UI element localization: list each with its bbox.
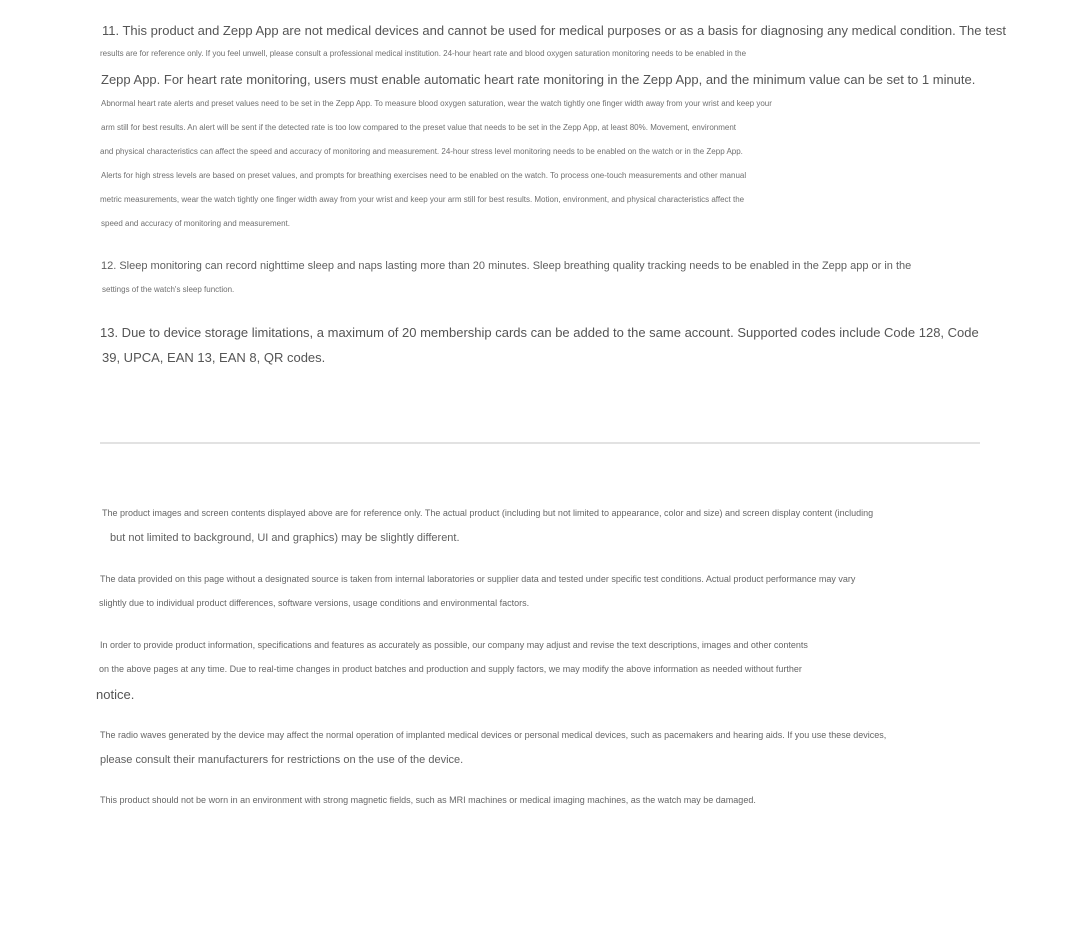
- section-divider: [100, 442, 980, 444]
- disclaimer-magnetic-fields-line-1: This product should not be worn in an environment with strong magnetic fields, such as MRI machines or medical imaging machines, as the watch may be damaged.: [100, 795, 756, 805]
- footnote-11-line-1: 11. This product and Zepp App are not medical devices and cannot be used for medical purposes or as a basis for diagnosing any medical condition. The test: [102, 23, 1007, 38]
- footnote-12-line-2: settings of the watch's sleep function.: [102, 285, 235, 294]
- footnote-12-line-1: 12. Sleep monitoring can record nighttime sleep and naps lasting more than 20 minutes. Sleep breathing quality tracking needs to be enabled in the Zepp app or in the: [101, 260, 912, 272]
- footnote-11-line-2: results are for reference only. If you feel unwell, please consult a professional medical institution. 24-hour heart rate and blood oxygen saturation monitoring needs to be enabled in the: [100, 49, 747, 58]
- disclaimer-images-line-1: The product images and screen contents displayed above are for reference only. The actual product (including but not limited to appearance, color and size) and screen display content (including: [102, 508, 874, 518]
- footnote-13-line-2: 39, UPCA, EAN 13, EAN 8, QR codes.: [102, 350, 326, 365]
- disclaimer-revisions-line-3: notice.: [96, 687, 135, 702]
- disclaimer-radio-waves-line-1: The radio waves generated by the device may affect the normal operation of implanted medical devices or personal medical devices, such as pacemakers and hearing aids. If you use these devices,: [100, 730, 887, 740]
- footnote-11-line-9: speed and accuracy of monitoring and measurement.: [101, 219, 290, 228]
- footnote-11-line-3: Zepp App. For heart rate monitoring, users must enable automatic heart rate monitoring in the Zepp App, and the minimum value can be set to 1 minute.: [101, 72, 976, 87]
- disclaimer-revisions-line-2: on the above pages at any time. Due to real-time changes in product batches and production and supply factors, we may modify the above information as needed without further: [99, 664, 802, 674]
- disclaimer-data-source-line-1: The data provided on this page without a designated source is taken from internal laboratories or supplier data and tested under specific test conditions. Actual product performance may vary: [100, 574, 856, 584]
- disclaimer-data-source-line-2: slightly due to individual product differences, software versions, usage conditions and environmental factors.: [99, 598, 530, 608]
- disclaimer-radio-waves-line-2: please consult their manufacturers for restrictions on the use of the device.: [100, 754, 464, 766]
- footnote-13-line-1: 13. Due to device storage limitations, a maximum of 20 membership cards can be added to the same account. Supported codes include Code 128, Code: [100, 325, 979, 340]
- footnote-11-line-5: arm still for best results. An alert will be sent if the detected rate is too low compared to the preset value that needs to be set in the Zepp App, at least 80%. Movement, environment: [101, 123, 737, 132]
- disclaimer-revisions-line-1: In order to provide product information, specifications and features as accurately as possible, our company may adjust and revise the text descriptions, images and other contents: [100, 640, 808, 650]
- footnote-11-line-7: Alerts for high stress levels are based on preset values, and prompts for breathing exercises need to be enabled on the watch. To process one-touch measurements and other manual: [101, 171, 747, 180]
- footnote-11-line-6: and physical characteristics can affect the speed and accuracy of monitoring and measurement. 24-hour stress level monitoring needs to be enabled on the watch or in the Zepp App.: [100, 147, 743, 156]
- footnote-11-line-4: Abnormal heart rate alerts and preset values need to be set in the Zepp App. To measure blood oxygen saturation, wear the watch tightly one finger width away from your wrist and keep your: [101, 99, 772, 108]
- footnote-11-line-8: metric measurements, wear the watch tightly one finger width away from your wrist and keep your arm still for best results. Motion, environment, and physical characteristics affect the: [100, 195, 745, 204]
- disclaimer-images-line-2: but not limited to background, UI and graphics) may be slightly different.: [110, 532, 460, 544]
